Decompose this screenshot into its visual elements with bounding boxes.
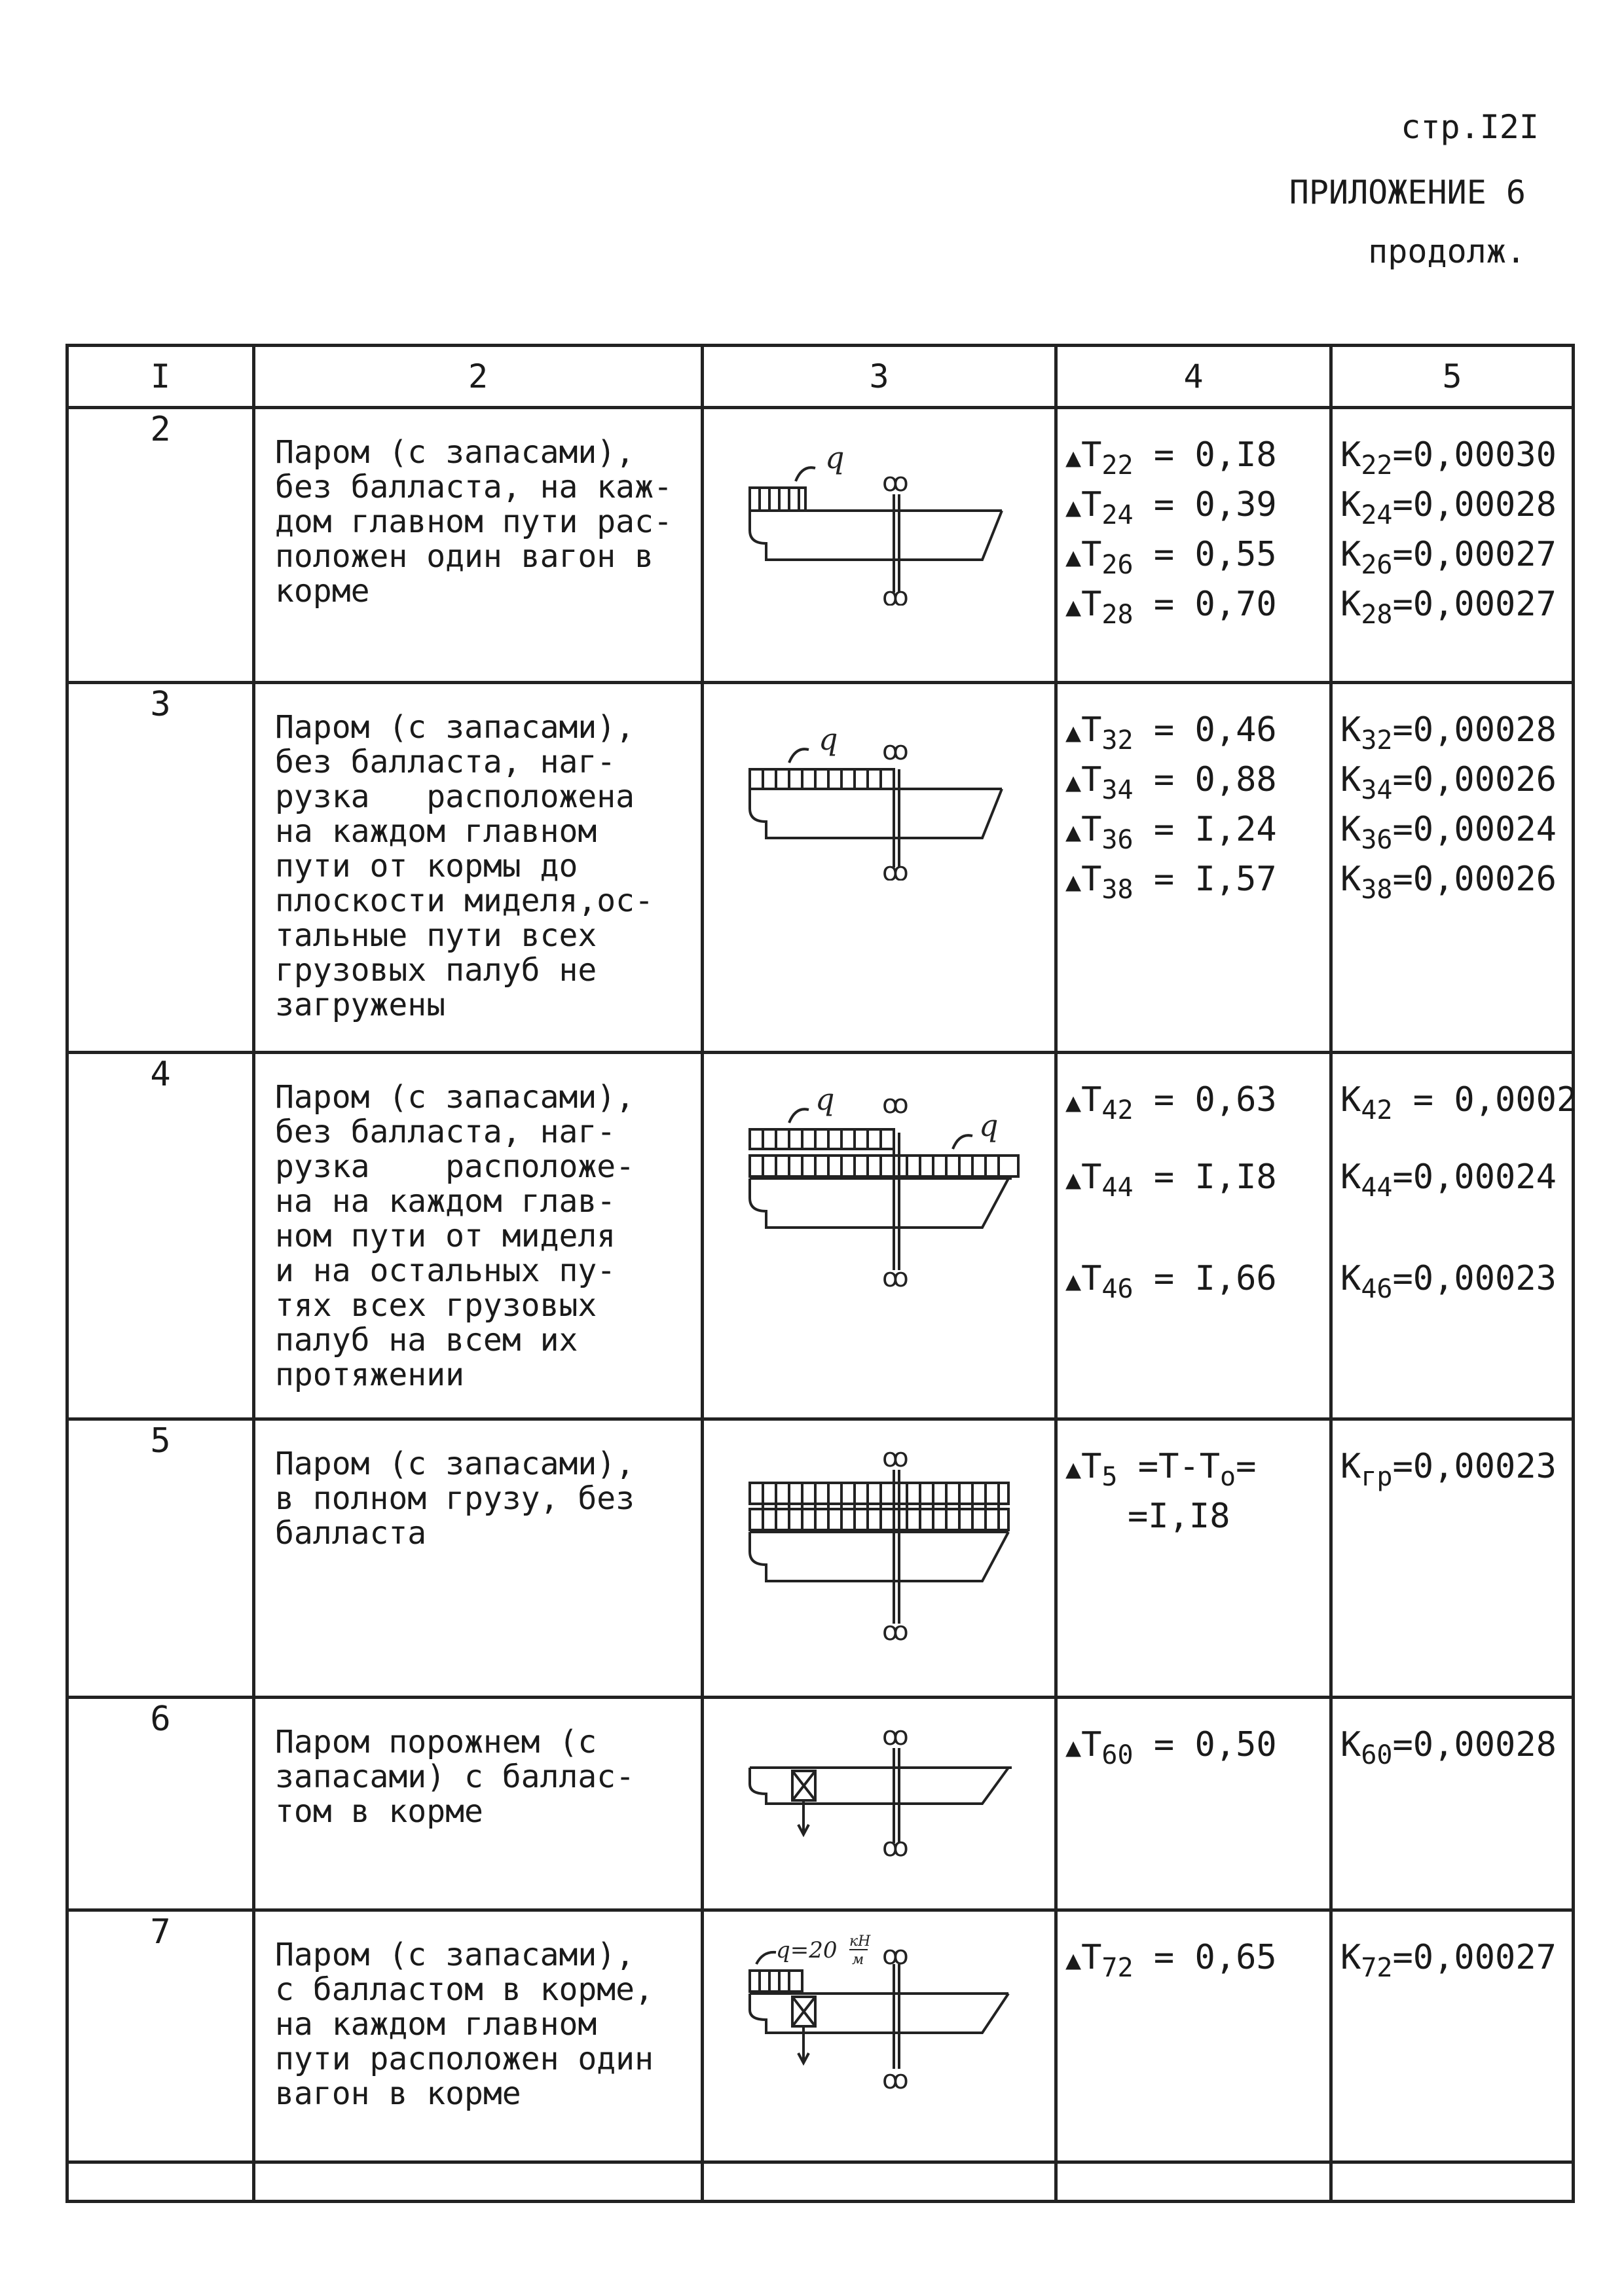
data-table	[65, 344, 1578, 2203]
draft-change-values: $▲T_{22} = 0,I8$ $▲T_{24} = 0,39$ $▲T_{26} = 0,55$ $▲T_{28} = 0,70$	[1056, 408, 1331, 683]
case-description: Паром (с запасами), без балласта, наг- рузка расположе- на на каждом глав- ном пути от миделя и на остальных пу- тях всех грузовых палуб на всем их протяжении	[254, 1053, 703, 1419]
midship-symbol: ꝏ	[882, 2065, 909, 2095]
table-row	[67, 1053, 1574, 1419]
load-sketch	[703, 1053, 1056, 1419]
q-label: q	[815, 1082, 835, 1117]
continuation-label: продолж.	[1368, 232, 1526, 270]
case-description: Паром (с запасами), без балласта, на каж- дом главном пути рас- положен один вагон в корме	[254, 408, 703, 683]
ferry-sketch	[737, 704, 1038, 881]
column-header: 3	[703, 346, 1056, 408]
case-description: Паром порожнем (с запасами) с баллас- том в корме	[254, 1698, 703, 1910]
row-number: 2	[67, 408, 254, 683]
table-row	[67, 1910, 1574, 2162]
column-header-row	[67, 346, 1574, 408]
page-number: стр.I2I	[1401, 108, 1539, 146]
row-number: 3	[67, 683, 254, 1053]
load-sketch	[703, 1698, 1056, 1910]
table-row	[67, 1698, 1574, 1910]
draft-change-values: $▲T_{60} = 0,50$	[1056, 1698, 1331, 1910]
unit-denominator: м	[852, 1952, 864, 1968]
table-row	[67, 683, 1574, 1053]
appendix-title: ПРИЛОЖЕНИЕ 6	[1289, 173, 1526, 211]
midship-symbol: ꝏ	[882, 467, 909, 498]
coefficient-values: $K_{22}=0,00030$ $K_{24}=0,00028$ $K_{26}=0,00027$ $K_{28}=0,00027$	[1331, 408, 1574, 683]
q-label: q	[979, 1108, 999, 1143]
midship-symbol: ꝏ	[882, 1263, 909, 1290]
load-sketch	[703, 1419, 1056, 1698]
row-number: 6	[67, 1698, 254, 1910]
case-description: Паром (с запасами), с балластом в корме, на каждом главном пути расположен один вагон в корме	[254, 1910, 703, 2162]
row-number: 5	[67, 1419, 254, 1698]
midship-symbol: ꝏ	[882, 582, 909, 606]
row-number: 4	[67, 1053, 254, 1419]
ferry-sketch	[737, 1440, 1038, 1650]
load-sketch	[703, 1910, 1056, 2162]
q-label: q	[825, 440, 845, 475]
coefficient-values: $K_{72}=0,00027$	[1331, 1910, 1574, 2162]
midship-symbol: ꝏ	[882, 1941, 909, 1971]
row-number: 7	[67, 1910, 254, 2162]
midship-symbol: ꝏ	[882, 1443, 909, 1473]
coefficient-values: $K_{42} = 0,0002$ $K_{44}=0,00024$ $K_{46}=0,00023$	[1331, 1053, 1574, 1419]
q-value-label: q=20	[776, 1937, 838, 1963]
table-continuation-row	[67, 2162, 1574, 2202]
table-row	[67, 1419, 1574, 1698]
column-header: 5	[1331, 346, 1574, 408]
case-description: Паром (с запасами), в полном грузу, без балласта	[254, 1419, 703, 1698]
column-header: 2	[254, 346, 703, 408]
ferry-sketch	[737, 1719, 1038, 1863]
midship-symbol: ꝏ	[882, 1616, 909, 1647]
midship-symbol: ꝏ	[882, 736, 909, 766]
q-label: q	[819, 721, 838, 757]
table-row	[67, 408, 1574, 683]
column-header: 4	[1056, 346, 1331, 408]
draft-change-values: $▲T_{72} = 0,65$	[1056, 1910, 1331, 2162]
coefficient-values: $K_{60}=0,00028$	[1331, 1698, 1574, 1910]
coefficient-values: $K_{32}=0,00028$ $K_{34}=0,00026$ $K_{36}=0,00024$ $K_{38}=0,00026$	[1331, 683, 1574, 1053]
ferry-sketch	[737, 1074, 1038, 1290]
midship-symbol: ꝏ	[882, 1832, 909, 1863]
midship-symbol: ꝏ	[882, 1721, 909, 1751]
case-description: Паром (с запасами), без балласта, наг- рузка расположена на каждом главном пути от кормы до плоскости миделя,ос- тальные пути всех грузовых палуб не загружены	[254, 683, 703, 1053]
ferry-sketch	[737, 429, 1038, 606]
coefficient-values: $K_{гр}=0,00023$	[1331, 1419, 1574, 1698]
ferry-sketch	[737, 1931, 1038, 2102]
unit-numerator: кН	[849, 1933, 871, 1950]
draft-change-values: $▲T_{42} = 0,63$ $▲T_{44} = I,I8$ $▲T_{46} = I,66$	[1056, 1053, 1331, 1419]
column-header: I	[67, 346, 254, 408]
midship-symbol: ꝏ	[882, 1089, 909, 1120]
load-sketch	[703, 683, 1056, 1053]
draft-change-values: $▲T_{32} = 0,46$ $▲T_{34} = 0,88$ $▲T_{36} = I,24$ $▲T_{38} = I,57$	[1056, 683, 1331, 1053]
load-sketch	[703, 408, 1056, 683]
midship-symbol: ꝏ	[882, 857, 909, 881]
draft-change-values: $▲T_5 =T-T_o=$ =I,I8	[1056, 1419, 1331, 1698]
